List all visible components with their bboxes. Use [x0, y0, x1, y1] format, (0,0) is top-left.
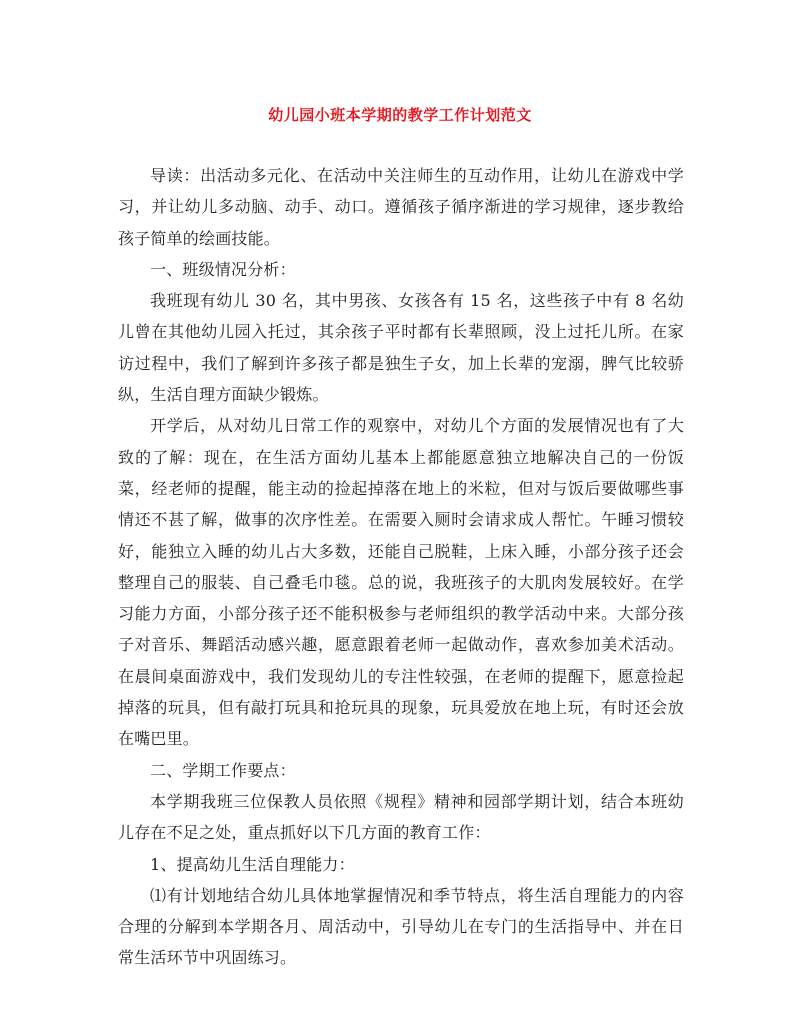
paragraph-work-plan: 本学期我班三位保教人员依照《规程》精神和园部学期计划，结合本班幼儿存在不足之处，重点抓好以下几方面的教育工作： [118, 791, 684, 843]
section-heading-class-analysis: 一、班级情况分析： [150, 259, 296, 279]
paragraph-class-overview: 我班现有幼儿 30 名，其中男孩、女孩各有 15 名，这些孩子中有 8 名幼儿曾在其他幼儿园入托过，其余孩子平时都有长辈照顾，没上过托儿所。在家访过程中，我们了解到许多孩子都是独生子女，加上长辈的宠溺，脾气比较骄纵，生活自理方面缺少锻炼。 [118, 291, 684, 405]
paragraph-self-care-plan: ⑴有计划地结合幼儿具体地掌握情况和季节特点，将生活自理能力的内容合理的分解到本学期各月、周活动中，引导幼儿在专门的生活指导中、并在日常生活环节中巩固练习。 [118, 885, 684, 968]
document-body [118, 160, 684, 974]
document-title: 幼儿园小班本学期的教学工作计划范文 [268, 106, 532, 124]
subheading-self-care: 1、提高幼儿生活自理能力： [150, 854, 355, 874]
paragraph-observation: 开学后，从对幼儿日常工作的观察中，对幼儿个方面的发展情况也有了大致的了解：现在，在生活方面幼儿基本上都能愿意独立地解决自己的一份饭菜，经老师的提醒，能主动的捡起掉落在地上的米粒，但对与饭后要做哪些事情还不甚了解，做事的次序性差。在需要入厕时会请求成人帮忙。午睡习惯较好，能独立入睡的幼儿占大多数，还能自己脱鞋，上床入睡，小部分孩子还会整理自己的服装、自己叠毛巾毯。总的说，我班孩子的大肌肉发展较好。在学习能力方面，小部分孩子还不能积极参与老师组织的教学活动中来。大部分孩子对音乐、舞蹈活动感兴趣，愿意跟着老师一起做动作，喜欢参加美术活动。在晨间桌面游戏中，我们发现幼儿的专注性较强，在老师的提醒下，愿意捡起掉落的玩具，但有敲打玩具和抢玩具的现象，玩具爱放在地上玩，有时还会放在嘴巴里。 [118, 416, 684, 749]
paragraph-intro: 导读：出活动多元化、在活动中关注师生的互动作用，让幼儿在游戏中学习，并让幼儿多动脑、动手、动口。遵循孩子循序渐进的学习规律，逐步教给孩子简单的绘画技能。 [118, 166, 684, 248]
section-heading-work-points: 二、学期工作要点： [150, 760, 296, 780]
